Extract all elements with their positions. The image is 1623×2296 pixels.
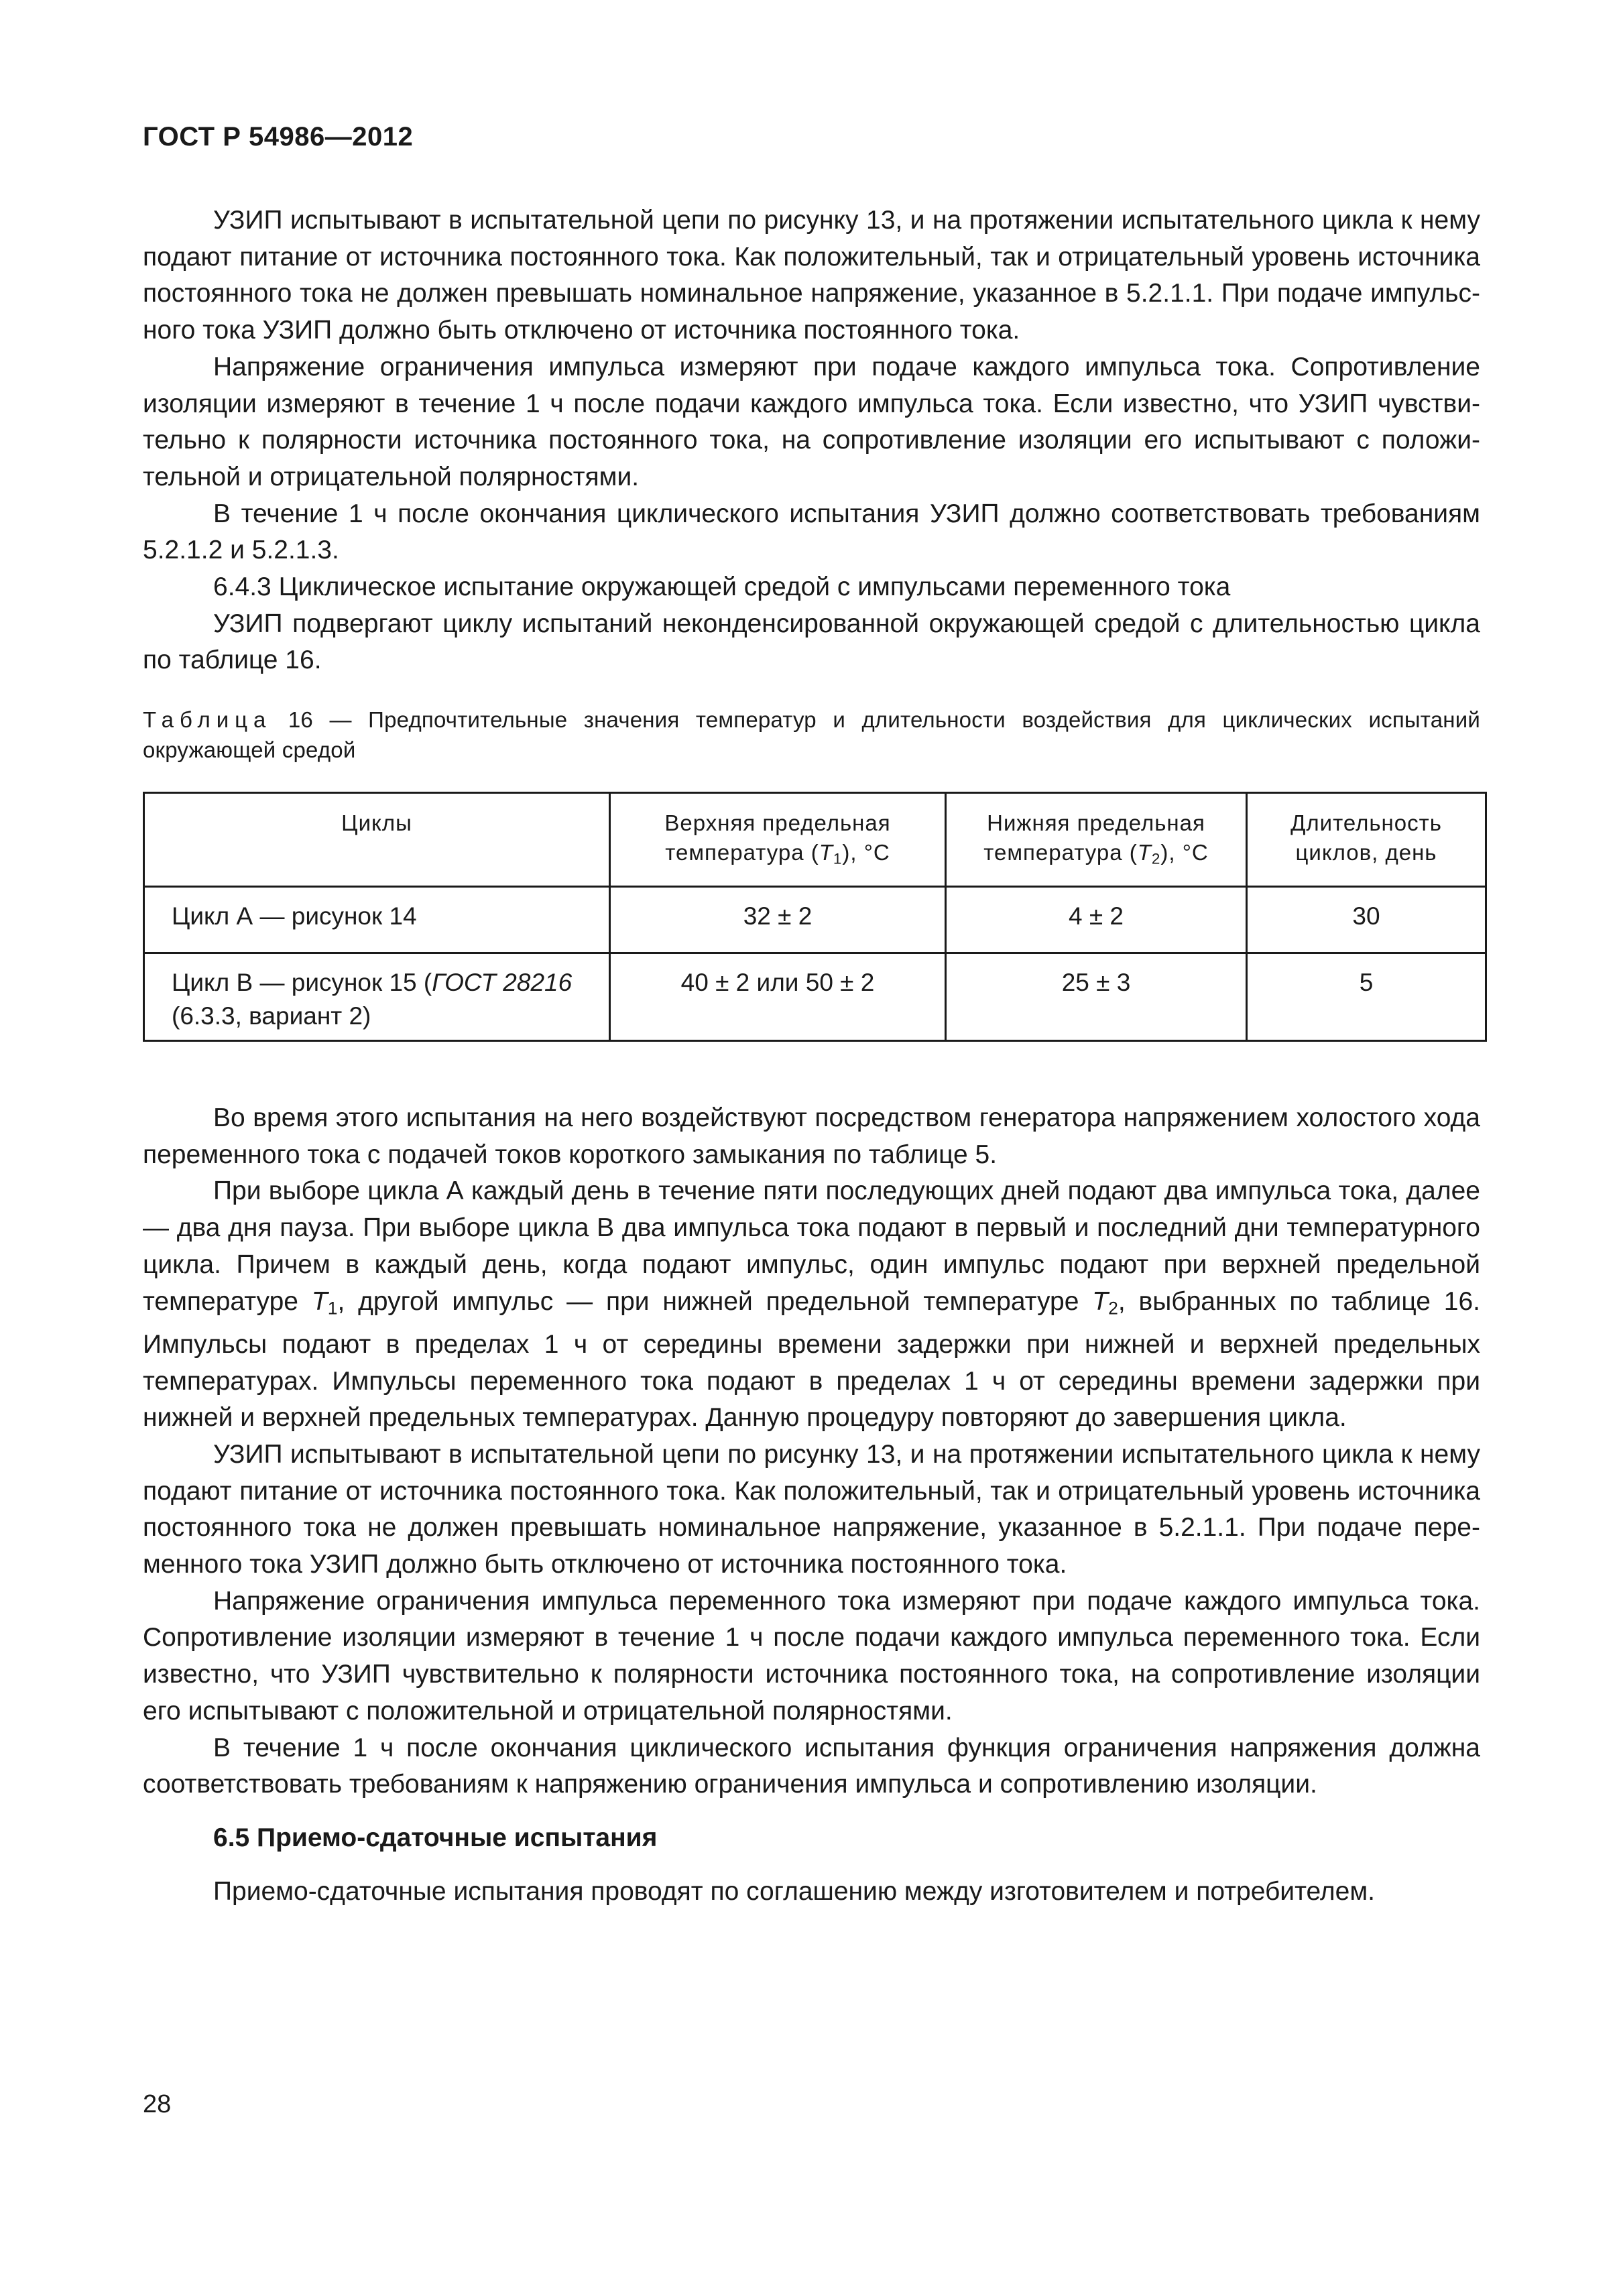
paragraph: Во время этого испытания на него воздействуют посредством генератора напряжением холостого хода переменного тока с подачей токов короткого замыкания по таблице 5. (143, 1103, 1480, 1169)
section-heading: 6.5 Приемо-сдаточные испытания (213, 1823, 658, 1852)
paragraph: Напряжение ограничения импульса измеряют при подаче каждого импульса тока. Сопротивление изоляции измеряют в течение 1 ч после подачи каждого импульса тока. Если известно, что УЗИП чувствительно к полярности источника постоянного тока, на сопротивление изоляции его испытывают с положительной и отрицательной полярностями. (143, 352, 1480, 491)
cell-cycle: Цикл А — рисунок 14 (144, 887, 610, 953)
paragraph: В течение 1 ч после окончания циклического испытания функция ограничения напряжения должна соответствовать требованиям к напряжению ограничения импульса и сопротивлению изоляции. (143, 1733, 1480, 1799)
table-caption (143, 705, 1480, 765)
document-header: ГОСТ Р 54986—2012 (143, 122, 414, 152)
paragraph: В течение 1 ч после окончания циклического испытания УЗИП должно соответствовать требованиям 5.2.1.2 и 5.2.1.3. (143, 499, 1480, 565)
intro-section (143, 202, 1480, 1042)
table-16 (143, 792, 1487, 1042)
paragraph: УЗИП испытывают в испытательной цепи по рисунку 13, и на протяжении испытательного цикла к нему подают питание от источника постоянного тока. Как положительный, так и отрицательный уровень источника постоянного тока не должен превышать номинальное напряжение, указанное в 5.2.1.1. При подаче переменного тока УЗИП должно быть отключено от источника постоянного тока. (143, 1439, 1480, 1579)
header-cycles: Циклы (144, 793, 610, 887)
cell-days: 30 (1247, 887, 1486, 953)
after-table-section (143, 1100, 1480, 1910)
paragraph: УЗИП испытывают в испытательной цепи по рисунку 13, и на протяжении испытательного цикла к нему подают питание от источника постоянного тока. Как положительный, так и отрицательный уровень источника постоянного тока не должен превышать номинальное напряжение, указанное в 5.2.1.1. При подаче импульсного тока УЗИП должно быть отключено от источника постоянного тока. (143, 206, 1480, 345)
cell-lower: 4 ± 2 (946, 887, 1247, 953)
cell-upper: 40 ± 2 или 50 ± 2 (610, 953, 946, 1041)
page-number: 28 (143, 2090, 172, 2118)
table-caption-label: Таблица (143, 707, 272, 733)
table-header-row (144, 793, 1486, 887)
cell-lower: 25 ± 3 (946, 953, 1247, 1041)
cell-days: 5 (1247, 953, 1486, 1041)
header-duration: Длительность циклов, день (1247, 793, 1486, 887)
table-caption-text: 16 — Предпочтительные значения температур и длительности воздействия для циклических испытаний окружающей средой (143, 707, 1480, 763)
cell-upper: 32 ± 2 (610, 887, 946, 953)
table-row (144, 953, 1486, 1041)
paragraph: Приемо-сдаточные испытания проводят по соглашению между изготовителем и потребителем. (213, 1876, 1375, 1906)
paragraph: При выборе цикла А каждый день в течение пяти последующих дней подают два импульса тока, далее — два дня пауза. При выборе цикла В два импульса тока подают в первый и последний дни температурного цикла. Причем в каждый день, когда подают импульс, один импульс подают при верхней предельной температуре $T_1$, другой импульс — при нижней предельной температуре $T_2$, выбранных по таблице 16. Импульсы подают в пределах 1 ч от середины времени задержки при нижней и верхней предельных температурах. Импульсы переменного тока подают в пределах 1 ч от середины времени задержки при нижней и верхней предельных температурах. Данную процедуру повторяют до завершения цикла. (143, 1176, 1480, 1433)
paragraph: Напряжение ограничения импульса переменного тока измеряют при подаче каждого импульса тока. Сопротивление изоляции измеряют в течение 1 ч после подачи каждого импульса переменного тока. Если известно, что УЗИП чувствительно к полярности источника постоянного тока, на сопротивление изоляции его испытывают с положительной и отрицательной полярностями. (143, 1586, 1480, 1726)
header-lower-temp: Нижняя предельная температура $(T_2)$, °С (946, 793, 1247, 887)
subsection-title: 6.4.3 Циклическое испытание окружающей средой с импульсами переменного тока (213, 572, 1231, 602)
standard-reference: ГОСТ 28216 (432, 969, 573, 997)
header-upper-temp: Верхняя предельная температура $(T_1)$, °С (610, 793, 946, 887)
paragraph: УЗИП подвергают циклу испытаний неконденсированной окружающей средой с длительностью цикла по таблице 16. (143, 609, 1480, 675)
cell-cycle: Цикл В — рисунок 15 (ГОСТ 28216 (6.3.3, вариант 2) (144, 953, 610, 1041)
table-row (144, 887, 1486, 953)
